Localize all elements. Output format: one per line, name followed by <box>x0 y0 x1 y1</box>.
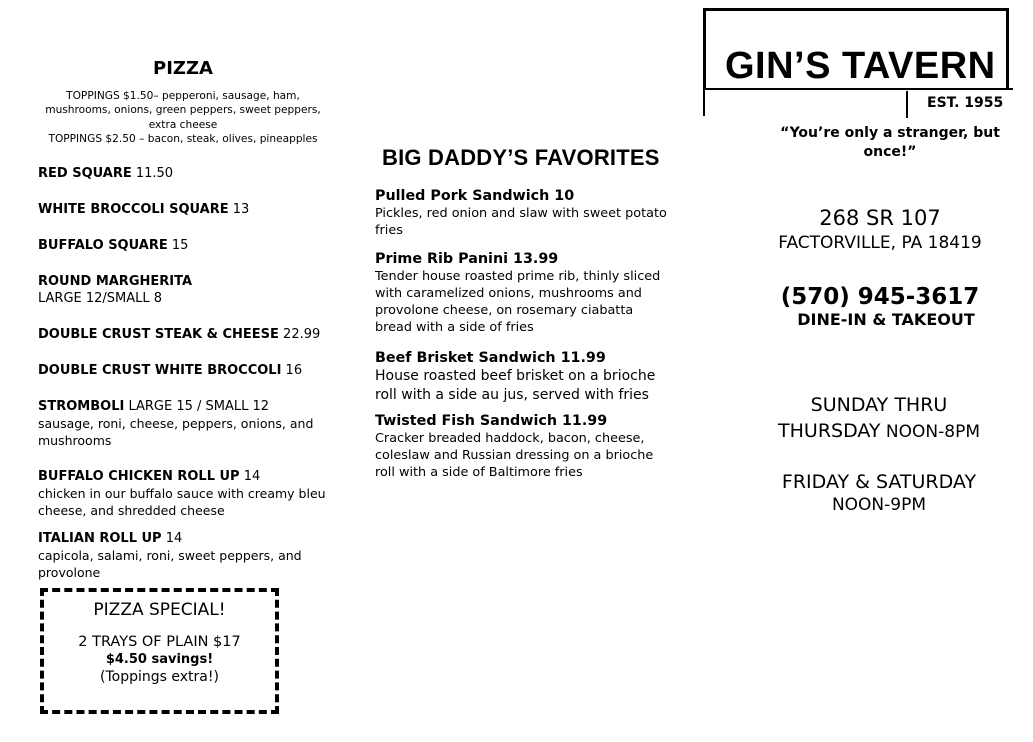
pizza-item <box>38 530 338 581</box>
service-type: DINE-IN & TAKEOUT <box>797 310 975 329</box>
toppings-line: TOPPINGS $1.50– pepperoni, sausage, ham, <box>66 90 300 102</box>
hours <box>760 392 998 515</box>
pizza-toppings <box>38 89 328 147</box>
pizza-item-price: LARGE 15 / SMALL 12 <box>124 398 270 414</box>
big-daddy-title: BIG DADDY’S FAVORITES <box>382 145 660 170</box>
sandwich-desc: House roasted beef brisket on a brioche roll with a side au jus, served with fries <box>375 368 656 403</box>
pizza-item <box>38 398 338 449</box>
special-title: PIZZA SPECIAL! <box>93 600 226 620</box>
pizza-item <box>38 237 338 254</box>
sandwich-item <box>375 412 667 481</box>
sandwich-item <box>375 349 667 404</box>
pizza-item <box>38 362 338 379</box>
address-street: 268 SR 107 <box>819 206 941 230</box>
pizza-item-price: 14 <box>239 468 261 484</box>
established-year: EST. 1955 <box>906 91 1013 118</box>
hours-block-weekend <box>760 469 998 515</box>
pizza-item-name: DOUBLE CRUST WHITE BROCCOLI <box>38 362 282 378</box>
pizza-item-price: 16 <box>281 362 303 378</box>
hours-days: SUNDAY THRU <box>810 394 948 416</box>
pizza-item-name: BUFFALO CHICKEN ROLL UP <box>38 468 240 484</box>
sandwich-name: Pulled Pork Sandwich 10 <box>375 188 575 204</box>
pizza-item-name: ITALIAN ROLL UP <box>38 530 162 546</box>
sandwich-name: Twisted Fish Sandwich 11.99 <box>375 413 608 429</box>
pizza-section <box>38 58 338 600</box>
pizza-item-desc: chicken in our buffalo sauce with creamy bleu cheese, and shredded cheese <box>38 485 326 518</box>
hours-days: FRIDAY & SATURDAY <box>781 471 977 493</box>
pizza-item-desc: LARGE 12/SMALL 8 <box>38 290 163 306</box>
pizza-item <box>38 165 338 182</box>
toppings-line: extra cheese <box>148 118 218 131</box>
big-daddy-section <box>375 145 667 490</box>
pizza-item-price: 22.99 <box>278 326 321 342</box>
special-savings: $4.50 savings! <box>105 652 214 667</box>
pizza-item <box>38 201 338 218</box>
pizza-item-price: 15 <box>167 237 189 253</box>
special-offer: 2 TRAYS OF PLAIN $17 <box>78 634 241 650</box>
sandwich-desc: Tender house roasted prime rib, thinly sliced with caramelized onions, mushrooms and provolone cheese, on rosemary ciabatta bread with a side of fries <box>375 269 661 335</box>
big-daddy-items <box>375 187 667 481</box>
pizza-item-price: 13 <box>228 201 250 217</box>
pizza-item <box>38 273 338 307</box>
pizza-item-name: STROMBOLI <box>38 398 125 414</box>
sandwich-item <box>375 187 667 239</box>
toppings-line: mushrooms, onions, green peppers, sweet peppers, <box>45 104 321 117</box>
toppings-line: TOPPINGS $2.50 – bacon, steak, olives, pineapples <box>48 133 318 146</box>
tavern-name: GIN’S TAVERN <box>725 45 996 87</box>
address <box>760 204 1000 254</box>
pizza-item-name: BUFFALO SQUARE <box>38 237 168 253</box>
pizza-title: PIZZA <box>153 58 213 79</box>
hours-line <box>760 418 998 445</box>
sandwich-item <box>375 250 667 336</box>
phone-number: (570) 945-3617 <box>780 284 980 310</box>
hours-block-weekday <box>760 392 998 445</box>
pizza-item-name: WHITE BROCCOLI SQUARE <box>38 201 229 217</box>
pizza-special-box <box>40 588 279 714</box>
hours-time: NOON-8PM <box>880 422 980 442</box>
pizza-item <box>38 468 338 519</box>
sandwich-desc: Pickles, red onion and slaw with sweet potato fries <box>375 206 667 238</box>
pizza-item-price: 11.50 <box>131 165 174 181</box>
pizza-items <box>38 165 338 581</box>
special-note: (Toppings extra!) <box>100 669 219 685</box>
sandwich-name: Beef Brisket Sandwich 11.99 <box>375 350 606 366</box>
pizza-item-desc: sausage, roni, cheese, peppers, onions, and mushrooms <box>38 415 314 448</box>
pizza-item-name: DOUBLE CRUST STEAK & CHEESE <box>38 326 279 342</box>
pizza-item <box>38 326 338 343</box>
pizza-item-name: ROUND MARGHERITA <box>38 273 193 289</box>
pizza-item-desc: capicola, salami, roni, sweet peppers, and provolone <box>38 547 302 580</box>
pizza-item-price: 14 <box>161 530 183 546</box>
hours-time: NOON-9PM <box>831 495 927 515</box>
pizza-item-name: RED SQUARE <box>38 165 132 181</box>
tagline-line: once!” <box>863 144 917 160</box>
tagline-line: “You’re only a stranger, but <box>780 125 1000 141</box>
sandwich-desc: Cracker breaded haddock, bacon, cheese, coleslaw and Russian dressing on a brioche roll with a side of Baltimore fries <box>375 431 654 480</box>
contact <box>760 284 1000 329</box>
sandwich-name: Prime Rib Panini 13.99 <box>375 251 559 267</box>
address-city: FACTORVILLE, PA 18419 <box>778 233 982 253</box>
hours-days: THURSDAY <box>778 420 881 442</box>
tagline <box>780 124 1000 162</box>
